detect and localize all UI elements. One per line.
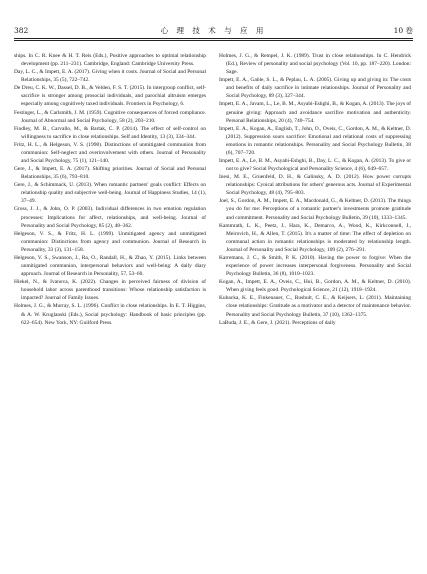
reference-entry: Gross, J. J., & John, O. P. (2003). Individual differences in two emotion regulation processes: Implications for affect, relationships, and well-being. Journal of Personality and Social Psychology, 85 (2), 48–362.: [14, 206, 206, 229]
journal-title: 心 理 技 术 与 应 用: [160, 26, 267, 35]
reference-entry: Holmes, J. G., & Rempel, J. K. (1989). Trust in close relationships. In C. Hendrick (Ed.), Review of personality and social psychology (Vol. 10, pp. 187–220). London: Sage.: [219, 53, 411, 76]
reference-entry: Impett, E. A., Kogan, A., English, T., John, O., Oveis, C., Gordon, A. M., & Keltner, D. (2012). Suppression sours sacrifice: Emotional and relational costs of suppressing emotions in romantic relationships. Personality and Social Psychology Bulletin, 38 (6), 707–720.: [219, 125, 411, 156]
header-rule-thin: [14, 40, 413, 41]
reference-entry: LaBuda, J. E., & Gere, J. (2021). Perceptions of daily: [219, 319, 336, 326]
reference-entry: Kubacka, K. E., Finkenauer, C., Rusbult, C. E., & Keijsers, L. (2011). Maintaining close relationships: Gratitude as a motivator and a detector of maintenance behavior. Personality and Social Psychology Bulletin, 37 (10), 1362–1375.: [219, 295, 411, 318]
reference-entry: ships. In C. R. Knee & H. T. Reis (Eds.), Positive approaches to optimal relationship development (pp. 211–231). Cambridge, England: Cambridge University Press.: [14, 53, 206, 68]
header-rule-thick: [14, 38, 413, 39]
reference-entry: Karremans, J. C., & Smith, P. K. (2010). Having the power to forgive: When the experience of power increases interpersonal forgiveness. Personality and Social Psychology Bulletin, 36 (8), 1010–1023.: [219, 254, 411, 278]
reference-entry: Kogan, A., Impett, E. A., Oveis, C., Hui, B., Gordon, A. M., & Keltner, D. (2010). When giving feels good. Psychological Science, 21 (12), 1918–1924.: [219, 279, 411, 294]
reference-entry: Festinger, L., & Carlsmith, J. M. (1959). Cognitive consequences of forced compliance. Journal of Abnormal and Social Psychology, 58 (2), 203–210.: [14, 109, 206, 124]
reference-entry: Impett, E. A., Le, B. M., Asyabi-Eshghi, B., Day, L. C., & Kogan, A. (2013). To give or not to give? Social Psychological and Personality Science, 4 (6), 649–657.: [219, 158, 411, 173]
reference-entry: Holmes, J. G., & Murray, S. L. (1996). Conflict in close relationships. In E. T. Higgins, & A. W. Kruglanski (Eds.), Social psychology: Handbook of basic principles (pp. 622–654). New York, NY: Guilford Press.: [14, 303, 206, 326]
reference-entry: Kammrath, L. K., Peetz, J., Hara, K., Demarco, A., Wood, K., Kirkconnell, J., Meirovich, H., & Allen, T. (2015). It's a matter of time: The effect of depletion on communal action in romantic relationships is moderated by relationship length. Journal of Personality and Social Psychology, 109 (2), 276–291.: [219, 222, 411, 253]
reference-entry: Gere, J., & Impett, E. A. (2017). Shifting priorities. Journal of Social and Personal Relationships, 35 (6), 793–810.: [14, 166, 206, 181]
reference-entry: Impett, E. A., Gable, S. L., & Peplau, L. A. (2005). Giving up and giving in: The costs and benefits of daily sacrifice in intimate relationships. Journal of Personality and Social Psychology, 89 (3), 327–344.: [219, 77, 411, 100]
reference-entry: Joel, S., Gordon, A. M., Impett, E. A., Macdonald, G., & Keltner, D. (2013). The things you do for me: Perceptions of a romantic partner's investments promote gratitude and commitment. Personality and Social Psychology Bulletin, 39 (10), 1333–1345.: [219, 198, 411, 221]
reference-entry: Hiekel, N., & Ivanova, K. (2022). Changes in perceived fairness of division of household labor across parenthood transitions: Whose relationship satisfaction is impacted? Journal of Family Issues.: [14, 279, 206, 302]
reference-entry: Fritz, H. L., & Helgeson, V. S. (1998). Distinctions of unmitigated communion from communion: Self-neglect and overinvolvement with others. Journal of Personality and Social Psychology, 75 (1), 121–140.: [14, 141, 206, 165]
reference-entry: Gere, J., & Schimmack, U. (2013). When romantic partners' goals conflict: Effects on relationship quality and subjective well-being. Journal of Happiness Studies, 14 (1), 37–49.: [14, 182, 206, 205]
reference-entry: Helgeson, V. S., Swanson, J., Ra, O., Randall, H., & Zhao, Y. (2015). Links between unmitigated communion, interpersonal behaviors and well-being: A daily diary approach. Journal of Research in Personality, 57, 53–60.: [14, 254, 206, 278]
volume-label: 10 卷: [393, 26, 413, 35]
references-right-column: [219, 52, 411, 327]
page-number: 382: [14, 26, 29, 35]
reference-entry: Helgeson, V. S., & Fritz, H. L. (1999). Unmitigated agency and unmitigated communion: Distinctions from agency and communion. Journal of Research in Personality, 33 (3), 131–158.: [14, 230, 206, 253]
references-left-column: [14, 52, 206, 327]
reference-entry: De Dreu, C. K. W., Dassel, D. B., & Velden, F. S. T. (2015). In intergroup conflict, self-sacrifice is stronger among prosocial individuals, and parochial altruism emerges especially among cognitively taxed individuals. Frontiers in Psychology, 6.: [14, 85, 206, 108]
running-header: [14, 24, 413, 38]
reference-entry: Inesi, M. E., Gruenfeld, D. H., & Galinsky, A. D. (2012). How power corrupts relationships: Cynical attributions for others' generous acts. Journal of Experimental Social Psychology, 48 (4), 795–803.: [219, 174, 411, 197]
reference-entry: Day, L. C., & Impett, E. A. (2017). Giving when it costs. Journal of Social and Personal Relationships, 35 (5), 722–742.: [14, 69, 206, 84]
reference-entry: Findley, M. B., Carvallo, M., & Bartak, C. P. (2014). The effect of self-control on willingness to sacrifice in close relationships. Self and Identity, 13 (3), 334–344.: [14, 125, 206, 140]
reference-entry: Impett, E. A., Javam, L., Le, B. M., Asyabi-Eshghi, B., & Kogan, A. (2013). The joys of genuine giving: Approach and avoidance sacrifice motivation and authenticity. Personal Relationships, 20 (4), 740–754.: [219, 101, 411, 124]
